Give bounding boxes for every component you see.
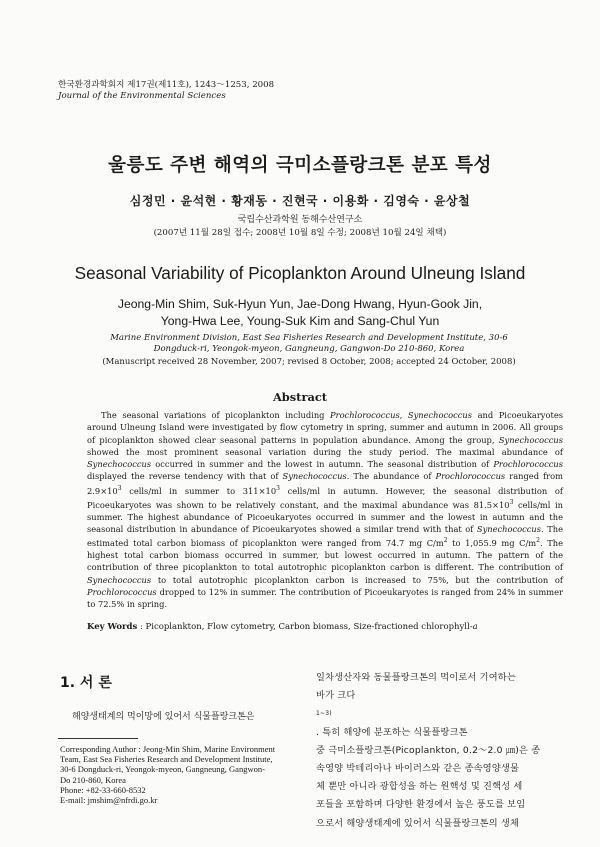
english-affiliation — [64, 333, 554, 355]
korean-affiliation: 국립수산과학원 동해수산연구소 — [237, 215, 363, 225]
manuscript-dates: (Manuscript received 28 November, 2007; revised 8 October, 2008; accepted 24 October, 2008) — [102, 357, 516, 367]
corresponding-author-footnote: Corresponding Author : Jeong-Min Shim, Marine Environment Team, East Sea Fisheries Research and Development Institute, 30-6 Dongduck-ri, Yeongok-myeon, Gangneung, Gangwon- Do 210-860, Korea Phone: +82-33-660-8532 E-mail: jmshim@nfrdi.go.kr — [60, 744, 276, 806]
section-heading-introduction: 1. 서 론 — [60, 675, 112, 691]
footnote-divider — [58, 738, 138, 739]
intro-paragraph-start: 해양생태계의 먹이망에 있어서 식물플랑크톤은 — [72, 712, 255, 722]
korean-dates: (2007년 11월 28일 접수; 2008년 10월 8일 수정; 2008년 10월 24일 채택) — [153, 228, 447, 238]
english-authors-line2: Yong-Hwa Lee, Young-Suk Kim and Sang-Chul Yun — [160, 314, 440, 328]
english-affiliation-line1: Marine Environment Division, East Sea Fisheries Research and Development Institute, 30-6 — [110, 333, 508, 343]
keywords: Key Words : Picoplankton, Flow cytometry, Carbon biomass, Size-fractioned chlorophyll-a — [87, 622, 478, 632]
keywords-label: Key Words — [87, 622, 138, 632]
korean-title: 울릉도 주변 해역의 극미소플랑크톤 분포 특성 — [108, 155, 492, 176]
english-affiliation-line2: Dongduck-ri, Yeongok-myeon, Gangneung, Gangwon-Do 210-860, Korea — [153, 344, 465, 354]
journal-english: Journal of the Environmental Sciences — [58, 91, 226, 101]
korean-authors: 심정민 · 윤석현 · 황재동 · 진현국 · 이용화 · 김영숙 · 윤상철 — [129, 194, 471, 208]
abstract-text: The seasonal variations of picoplankton including Prochlorococcus, Synechococcus and Picoeukaryotes around Ulneung Island were investigated by flow cytometry in spring, summer and autumn in 2006. All groups of picoplankton showed clear seasonal patterns in population abundance. Among the group, Synechococcus showed the most prominent seasonal variation during the study period. The maximal abundance of Synechococcus occurred in summer and the lowest in autumn. The seasonal distribution of Prochlorococcus displayed the reverse tendency with that of Synechococcus. The abundance of Prochlorococcus ranged from $2.9\times 10^3$ cells/ml in summer to $311\times 10^3$ cells/ml in autumn. However, the seasonal distribution of Picoeukaryotes was shown to be relatively constant, and the maximal abundance was $81.5\times 10^3$ cells/ml in summer. The highest abundance of Picoeukaryotes occurred in summer and the lowest in autumn and the seasonal distribution in abundance of Picoeukaryotes showed a similar trend with that of Synechococcus. The estimated total carbon biomass of picoplankton were ranged from 74.7 mg $C/m^2$ to 1,055.9 mg $C/m^2$. The highest total carbon biomass occurred in summer, but lowest occurred in autumn. The pattern of the contribution of three picoplankton to total autotrophic picoplankton carbon is different. The contribution of Synechococcus to total autotrophic picoplankton carbon is increased to 75%, but the contribution of Prochlorococcus dropped to 12% in summer. The contribution of Picoeukaryotes is ranged from 24% in summer to 72.5% in spring. — [87, 410, 563, 610]
abstract-heading: Abstract — [272, 390, 328, 404]
english-title: Seasonal Variability of Picoplankton Around Ulneung Island — [74, 263, 526, 283]
english-authors-line1: Jeong-Min Shim, Suk-Hyun Yun, Jae-Dong Hwang, Hyun-Gook Jin, — [117, 297, 483, 311]
journal-reference — [58, 80, 274, 102]
intro-right-column: 일차생산자와 동물플랑크톤의 먹이로서 기여하는 바가 크다 1~3) . 특히 해양에 분포하는 식물플랑크톤 중 극미소플랑크톤(Picoplankton, 0.2～2.0 ㎛)은 종 속영양 박테리아나 바이러스와 같은 종속영양생물 체 뿐만 아니라 광합성을 하는 원핵성 및 진핵성 세 포들을 포함하며 다양한 환경에서 높은 풍도를 보임 으로서 해양생태계에 있어서 식물플랑크톤의 생체 — [316, 672, 541, 829]
english-authors — [0, 296, 600, 330]
journal-korean: 한국환경과학회지 제17권(제11호), 1243～1253, 2008 — [58, 80, 275, 90]
